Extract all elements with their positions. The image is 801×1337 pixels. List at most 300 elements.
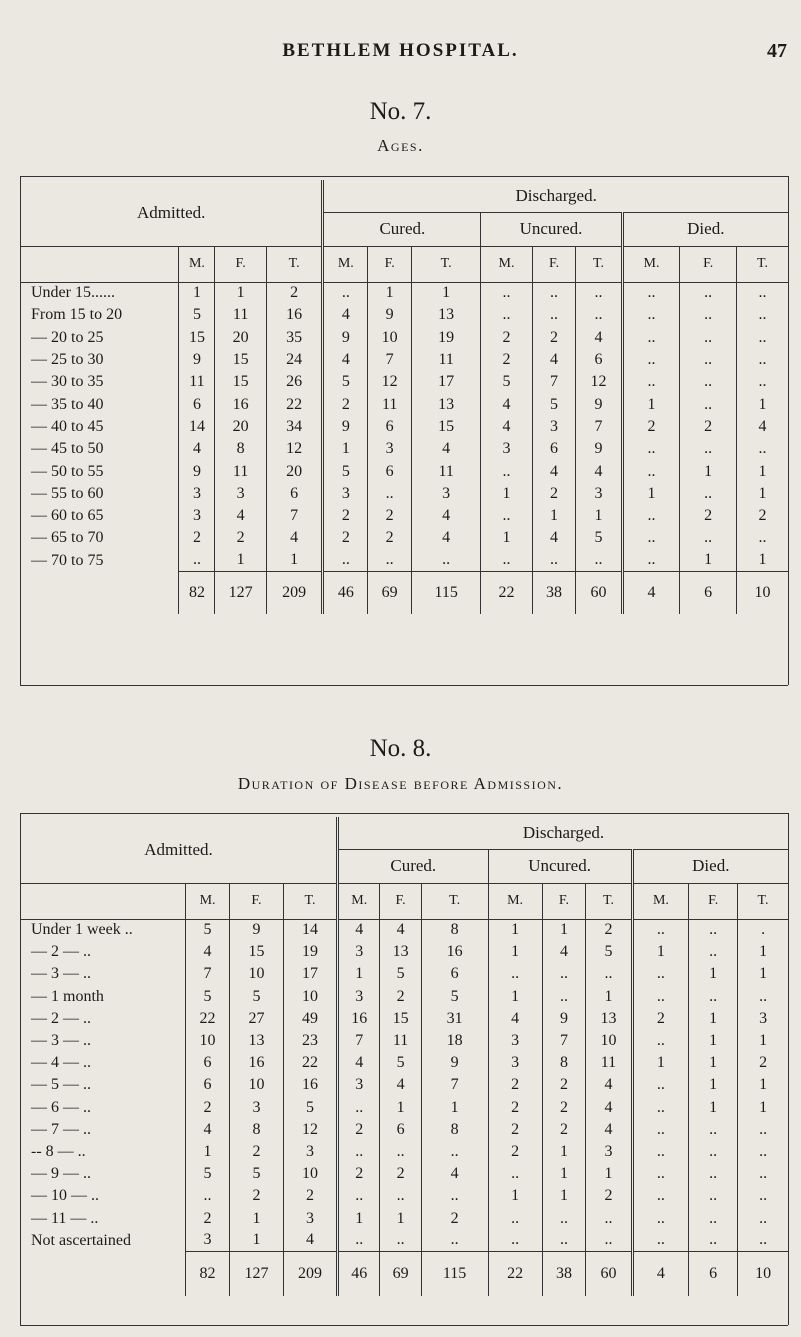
table7-cell: .. [622, 505, 680, 527]
table8-row [21, 1074, 788, 1096]
table7-admitted-header: Admitted. [21, 180, 323, 246]
table7-cell: 11 [411, 460, 480, 482]
table8-cell: 1 [632, 941, 689, 963]
table7-cell: .. [622, 327, 680, 349]
table7-cell: 19 [411, 327, 480, 349]
table7-cell: 12 [266, 438, 323, 460]
table7-total-cell: 6 [680, 572, 737, 614]
table7-cell: 4 [532, 349, 576, 371]
table8-cell: 5 [586, 941, 632, 963]
table7-cell: 3 [179, 483, 215, 505]
table8-cell: 10 [186, 1030, 230, 1052]
table7-cell: 5 [323, 371, 368, 393]
table8-cell: .. [632, 1163, 689, 1185]
table7-cell: 12 [368, 371, 412, 393]
table7-cell: .. [622, 282, 680, 304]
table8-row [21, 1141, 788, 1163]
table8-col-header: F. [542, 883, 586, 919]
table7-row [21, 505, 788, 527]
table7-cell: 6 [368, 460, 412, 482]
table7-cell: .. [622, 371, 680, 393]
table8-cell: 6 [186, 1052, 230, 1074]
table8 [21, 817, 788, 1296]
table8-cell: 2 [186, 1207, 230, 1229]
table8-cell: 27 [229, 1008, 283, 1030]
table7-cell: 5 [481, 371, 532, 393]
table7-cell: .. [532, 282, 576, 304]
table8-cell: .. [380, 1230, 421, 1252]
table8-cell: .. [689, 1230, 738, 1252]
table8-cell: .. [689, 1185, 738, 1207]
table8-cell: .. [488, 1207, 542, 1229]
table7-total-cell: 82 [179, 572, 215, 614]
table7-cell: 4 [736, 416, 788, 438]
table7-row-label: From 15 to 20 [31, 306, 123, 324]
table8-cell: .. [421, 1141, 488, 1163]
table7-row [21, 304, 788, 326]
table7-col-header: F. [215, 246, 266, 282]
running-title: BETHLEM HOSPITAL. [282, 40, 519, 61]
table7-cell: 2 [481, 349, 532, 371]
table7-cell: 6 [576, 349, 622, 371]
table7-row-label: — 60 to 65 [31, 507, 104, 525]
table8-cell: 18 [421, 1030, 488, 1052]
table8-row [21, 1119, 788, 1141]
table7-cell: 15 [411, 416, 480, 438]
table7-cell: 1 [368, 282, 412, 304]
table8-row [21, 919, 788, 941]
table7-row [21, 327, 788, 349]
table7-cell: .. [576, 282, 622, 304]
table7-cell: 1 [481, 527, 532, 549]
table7-cell: 4 [532, 527, 576, 549]
table7-column-headers [21, 246, 788, 282]
table7-cell: 22 [266, 393, 323, 415]
table8-cell: .. [586, 1207, 632, 1229]
table7-cell: 34 [266, 416, 323, 438]
table8-cell: 1 [338, 1207, 380, 1229]
table8-cell: 3 [338, 941, 380, 963]
table8-cell: 2 [283, 1185, 337, 1207]
table7-cell: 1 [179, 282, 215, 304]
table8-cell: 4 [186, 941, 230, 963]
table8-cell: .. [632, 1030, 689, 1052]
table8-cell: 1 [488, 986, 542, 1008]
table7-cell: 7 [266, 505, 323, 527]
table7-cell: .. [736, 282, 788, 304]
table8-cell: 2 [542, 1074, 586, 1096]
table8-cell: 4 [283, 1230, 337, 1252]
table8-cell: 3 [488, 1030, 542, 1052]
table8-cell: .. [338, 1185, 380, 1207]
table7-cell: 6 [532, 438, 576, 460]
table8-cell: 2 [586, 1185, 632, 1207]
table7-total-cell: 209 [266, 572, 323, 614]
table7-cell: 2 [179, 527, 215, 549]
table7-row [21, 438, 788, 460]
table8-cell: 3 [338, 1074, 380, 1096]
table8-cell: .. [738, 1207, 788, 1229]
table8-cell: 1 [738, 1030, 788, 1052]
table7-cell: .. [481, 282, 532, 304]
table7-row [21, 282, 788, 304]
table8-cell: 4 [586, 1074, 632, 1096]
table8-cell: 4 [186, 1119, 230, 1141]
table8-row [21, 1185, 788, 1207]
table8-cell: 16 [283, 1074, 337, 1096]
table7-cell: .. [680, 282, 737, 304]
table8-cell: 3 [186, 1230, 230, 1252]
table8-cell: 13 [380, 941, 421, 963]
table8-cell: 10 [229, 1074, 283, 1096]
table8-cell: 2 [738, 1052, 788, 1074]
table8-cell: 1 [542, 919, 586, 941]
table8-col-header: T. [283, 883, 337, 919]
table7-cell: 3 [368, 438, 412, 460]
table8-cell: 49 [283, 1008, 337, 1030]
table8-cell: 1 [229, 1230, 283, 1252]
table8-col-header: T. [421, 883, 488, 919]
table8-row-label: Under 1 week .. [31, 921, 133, 939]
table8-died-header: Died. [632, 849, 788, 883]
table8-cell: 3 [738, 1008, 788, 1030]
table7-row-label: Under 15...... [31, 284, 115, 302]
table7-cell: .. [736, 438, 788, 460]
table8-cell: 1 [186, 1141, 230, 1163]
table8-cell: 22 [283, 1052, 337, 1074]
table8-cell: .. [542, 1230, 586, 1252]
table7-cell: 1 [680, 460, 737, 482]
table7-cell: 4 [411, 438, 480, 460]
table7-cell: .. [532, 304, 576, 326]
table8-cell: .. [632, 1119, 689, 1141]
table8-cell: .. [632, 1230, 689, 1252]
table7-cell: 4 [481, 393, 532, 415]
table8-right-rule [788, 813, 789, 1325]
table8-cell: 2 [542, 1097, 586, 1119]
table8-cell: .. [542, 963, 586, 985]
table7-cell: 3 [576, 483, 622, 505]
table7-cell: 13 [411, 304, 480, 326]
table8-cell: 2 [586, 919, 632, 941]
table7-cured-header: Cured. [323, 212, 481, 246]
table8-row [21, 963, 788, 985]
table7-cell: 9 [576, 438, 622, 460]
table7-cell: .. [481, 304, 532, 326]
table8-cell: 6 [380, 1119, 421, 1141]
table7-cell: 4 [215, 505, 266, 527]
table8-cell: 2 [229, 1185, 283, 1207]
table7-cell: 3 [179, 505, 215, 527]
table7-cell: 11 [215, 460, 266, 482]
table8-cell: 2 [421, 1207, 488, 1229]
table8-cell: 1 [689, 1074, 738, 1096]
table7-cell: .. [622, 460, 680, 482]
table8-cell: .. [632, 919, 689, 941]
table8-cell: .. [488, 1163, 542, 1185]
table7-cell: 2 [680, 416, 737, 438]
table8-cell: 2 [632, 1008, 689, 1030]
table8-cell: 5 [421, 986, 488, 1008]
table8-total-cell: 82 [186, 1252, 230, 1296]
table7-cell: 26 [266, 371, 323, 393]
table8-col-header: T. [738, 883, 788, 919]
running-head [0, 40, 801, 70]
table7-cell: 10 [368, 327, 412, 349]
table8-cell: 1 [380, 1097, 421, 1119]
table7-totals-row [21, 572, 788, 614]
table7-cell: 1 [532, 505, 576, 527]
table8-cell: 1 [542, 1185, 586, 1207]
table7-cell: 8 [215, 438, 266, 460]
table8-row-label: — 7 — .. [31, 1120, 91, 1138]
table7-cell: 1 [215, 282, 266, 304]
table8-cell: 1 [488, 941, 542, 963]
table8-cell: .. [338, 1097, 380, 1119]
table8-cell: 1 [738, 1097, 788, 1119]
table8-cell: 10 [586, 1030, 632, 1052]
table7-cell: 2 [622, 416, 680, 438]
table8-cell: .. [421, 1185, 488, 1207]
table8-admitted-header: Admitted. [21, 817, 338, 883]
table8-cell: 8 [542, 1052, 586, 1074]
table7-cell: 4 [481, 416, 532, 438]
table7-cell: .. [680, 327, 737, 349]
table7-col-header: F. [368, 246, 412, 282]
table8-discharged-header: Discharged. [338, 817, 788, 849]
table7-row [21, 550, 788, 572]
table7-cell: 5 [532, 393, 576, 415]
table7-cell: 11 [215, 304, 266, 326]
table8-cell: 4 [338, 1052, 380, 1074]
table8-cell: 3 [586, 1141, 632, 1163]
table8-total-cell: 46 [338, 1252, 380, 1296]
table7-cell: .. [736, 349, 788, 371]
table8-row-label: — 1 month [31, 987, 104, 1005]
table7-discharged-header: Discharged. [323, 180, 788, 212]
table7-cell: 4 [179, 438, 215, 460]
table8-total-cell: 60 [586, 1252, 632, 1296]
table7-cell: 7 [532, 371, 576, 393]
table7-bottom-rule [20, 685, 788, 686]
table7-total-cell: 69 [368, 572, 412, 614]
table7-row-label: — 70 to 75 [31, 551, 104, 569]
table8-cell: .. [488, 1230, 542, 1252]
table8-cured-header: Cured. [338, 849, 489, 883]
table7-cell: 11 [411, 349, 480, 371]
table8-col-header: F. [689, 883, 738, 919]
table7-cell: .. [481, 505, 532, 527]
table7-cell: 4 [532, 460, 576, 482]
table7-col-header: M. [323, 246, 368, 282]
table7-cell: 2 [323, 393, 368, 415]
table8-cell: 6 [421, 963, 488, 985]
table7-cell: 1 [736, 393, 788, 415]
table7-cell: 2 [323, 505, 368, 527]
table7-cell: .. [680, 371, 737, 393]
table7-cell: 3 [532, 416, 576, 438]
table8-cell: 1 [632, 1052, 689, 1074]
table7-col-header: F. [532, 246, 576, 282]
table7-top-rule [20, 176, 788, 177]
table8-cell: 16 [421, 941, 488, 963]
table8-row-label-header [21, 883, 186, 919]
table7-cell: 1 [481, 483, 532, 505]
table8-cell: 8 [229, 1119, 283, 1141]
table8-cell: 22 [186, 1008, 230, 1030]
table7-cell: .. [368, 483, 412, 505]
table7-cell: 15 [215, 371, 266, 393]
table8-cell: 10 [229, 963, 283, 985]
table8-cell: 1 [689, 963, 738, 985]
table7-cell: 2 [481, 327, 532, 349]
table7-row-label: — 55 to 60 [31, 484, 104, 502]
table8-cell: 4 [542, 941, 586, 963]
table8-col-header: F. [229, 883, 283, 919]
table8-cell: .. [380, 1141, 421, 1163]
table7-cell: .. [680, 393, 737, 415]
table8-cell: 2 [488, 1074, 542, 1096]
table7-cell: 4 [266, 527, 323, 549]
table7-cell: 11 [368, 393, 412, 415]
table8-cell: 2 [488, 1097, 542, 1119]
table7-cell: 5 [323, 460, 368, 482]
table7-cell: 11 [179, 371, 215, 393]
table7-cell: 1 [736, 483, 788, 505]
table8-cell: 2 [186, 1097, 230, 1119]
table8-total-cell: 4 [632, 1252, 689, 1296]
table7-cell: 1 [215, 550, 266, 572]
table8-cell: .. [632, 963, 689, 985]
table8-cell: .. [586, 963, 632, 985]
table8-totals-row [21, 1252, 788, 1296]
table8-cell: 3 [338, 986, 380, 1008]
table8-cell: 2 [488, 1141, 542, 1163]
table7-cell: 16 [266, 304, 323, 326]
table7-cell: 2 [532, 327, 576, 349]
table7-cell: .. [179, 550, 215, 572]
table8-cell: .. [380, 1185, 421, 1207]
table8-total-cell: 22 [488, 1252, 542, 1296]
table7-row-label: — 20 to 25 [31, 328, 104, 346]
table8-cell: .. [586, 1230, 632, 1252]
table8-cell: .. [738, 1185, 788, 1207]
table8-col-header: F. [380, 883, 421, 919]
table8-total-cell: 38 [542, 1252, 586, 1296]
table8-cell: 4 [586, 1097, 632, 1119]
table8-cell: .. [689, 941, 738, 963]
table7-row [21, 349, 788, 371]
table8-cell: 19 [283, 941, 337, 963]
table8-row-label: — 5 — .. [31, 1076, 91, 1094]
table8-cell: 16 [229, 1052, 283, 1074]
table8-col-header: M. [488, 883, 542, 919]
table8-cell: .. [738, 1119, 788, 1141]
table7-col-header: T. [411, 246, 480, 282]
table8-cell: 1 [488, 1185, 542, 1207]
table7-cell: .. [622, 550, 680, 572]
table7-cell: .. [680, 483, 737, 505]
table7-totals-label [21, 572, 179, 614]
table8-cell: 1 [586, 1163, 632, 1185]
table8-cell: 4 [380, 919, 421, 941]
table8-cell: .. [689, 986, 738, 1008]
table7-total-cell: 22 [481, 572, 532, 614]
table7-col-header: T. [576, 246, 622, 282]
table8-total-cell: 10 [738, 1252, 788, 1296]
table7-cell: .. [680, 349, 737, 371]
table7-cell: 15 [215, 349, 266, 371]
table7-cell: 35 [266, 327, 323, 349]
table7-cell: 1 [576, 505, 622, 527]
table8-cell: 2 [488, 1119, 542, 1141]
table8-total-cell: 115 [421, 1252, 488, 1296]
table7-col-header: M. [481, 246, 532, 282]
table7-cell: .. [736, 371, 788, 393]
table7-col-header: F. [680, 246, 737, 282]
table7-cell: 4 [323, 304, 368, 326]
table8-cell: 2 [380, 986, 421, 1008]
table8-cell: 1 [738, 963, 788, 985]
table8-cell: 2 [542, 1119, 586, 1141]
table8-cell: 8 [421, 1119, 488, 1141]
table8-row-label: — 11 — .. [31, 1209, 99, 1227]
table7-cell: 6 [179, 393, 215, 415]
table8-cell: 4 [338, 919, 380, 941]
table8-cell: 1 [689, 1030, 738, 1052]
table7-cell: 7 [368, 349, 412, 371]
table8-cell: 6 [186, 1074, 230, 1096]
table8-cell: 1 [738, 1074, 788, 1096]
table7-row [21, 371, 788, 393]
table7-row-label: — 50 to 55 [31, 462, 104, 480]
page-number: 47 [767, 40, 787, 62]
table7-row [21, 416, 788, 438]
table7-cell: 5 [179, 304, 215, 326]
table8-cell: 5 [380, 1052, 421, 1074]
table8-cell: .. [689, 919, 738, 941]
table8-cell: .. [632, 1074, 689, 1096]
table7-cell: 24 [266, 349, 323, 371]
table8-row [21, 1052, 788, 1074]
table7-cell: 5 [576, 527, 622, 549]
table8-row [21, 941, 788, 963]
table8-cell: .. [338, 1230, 380, 1252]
table8-column-headers [21, 883, 788, 919]
table8-cell: 1 [338, 963, 380, 985]
table8-cell: 8 [421, 919, 488, 941]
table8-cell: 3 [283, 1207, 337, 1229]
table8-cell: . [738, 919, 788, 941]
table8-top-rule [20, 813, 788, 814]
table7-cell: 1 [736, 550, 788, 572]
table8-cell: 10 [283, 1163, 337, 1185]
table7-row-label: — 65 to 70 [31, 529, 104, 547]
table8-cell: .. [338, 1141, 380, 1163]
table8-cell: .. [689, 1119, 738, 1141]
table7-total-cell: 127 [215, 572, 266, 614]
table7-cell: 1 [622, 483, 680, 505]
table7-cell: 9 [576, 393, 622, 415]
table8-cell: 7 [338, 1030, 380, 1052]
table7-cell: 2 [736, 505, 788, 527]
table7-cell: .. [622, 527, 680, 549]
table7-title: Ages. [377, 136, 424, 155]
table7-cell: 4 [323, 349, 368, 371]
table7-cell: 20 [215, 416, 266, 438]
table8-cell: 1 [488, 919, 542, 941]
table8-cell: 1 [380, 1207, 421, 1229]
